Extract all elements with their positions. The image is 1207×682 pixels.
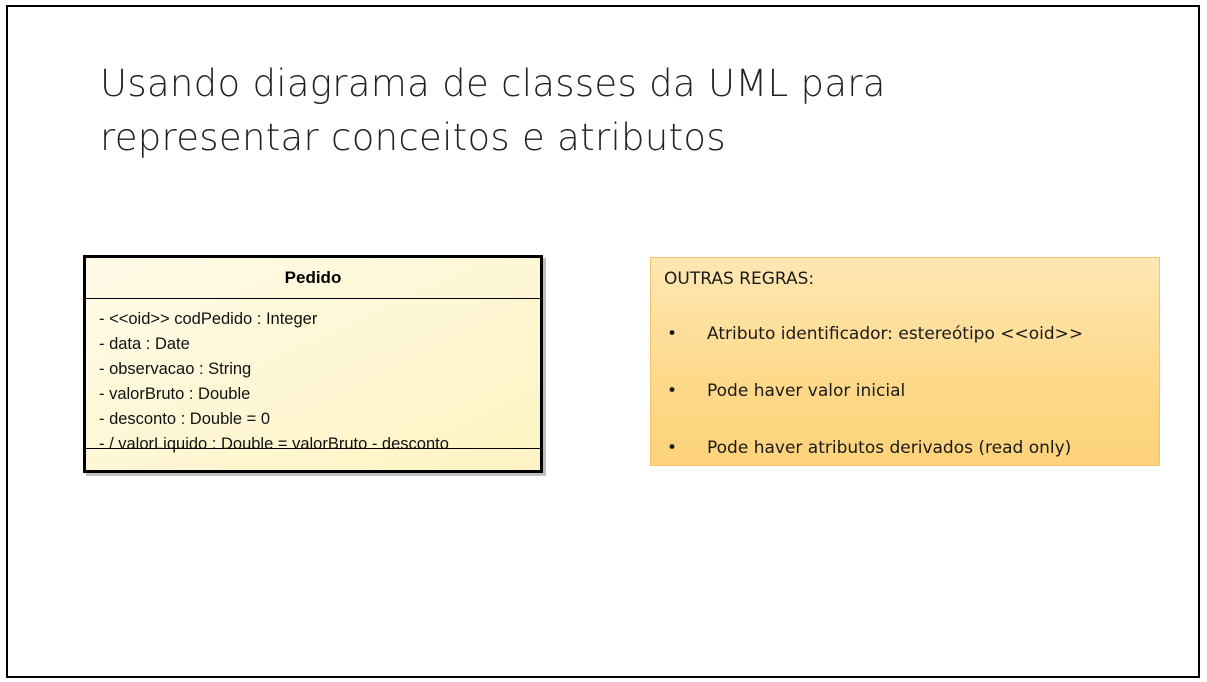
uml-attribute: - data : Date — [99, 335, 190, 353]
rule-text: Pode haver valor inicial — [707, 381, 906, 401]
slide — [6, 5, 1200, 678]
uml-attributes-compartment — [86, 299, 540, 453]
uml-class-box — [83, 255, 543, 473]
bullet-icon: • — [667, 324, 678, 344]
slide-title-line-1: Usando diagrama de classes da UML para — [100, 62, 886, 105]
uml-attribute: - observacao : String — [99, 360, 252, 378]
uml-class-name: Pedido — [86, 258, 540, 299]
uml-attribute: - / valorLiquido : Double = valorBruto - desconto — [99, 435, 449, 453]
bullet-icon: • — [667, 381, 678, 401]
rule-text: Atributo identificador: estereótipo <<oid>> — [707, 324, 1084, 344]
rules-box — [650, 257, 1160, 466]
slide-title — [100, 57, 1000, 165]
rule-text: Pode haver atributos derivados (read only) — [707, 438, 1072, 458]
uml-attribute: - <<oid>> codPedido : Integer — [99, 310, 318, 328]
uml-attribute: - desconto : Double = 0 — [99, 410, 271, 428]
rules-heading: OUTRAS REGRAS: — [664, 269, 815, 289]
uml-attribute: - valorBruto : Double — [99, 385, 251, 403]
bullet-icon: • — [667, 438, 678, 458]
slide-title-line-2: representar conceitos e atributos — [100, 116, 726, 159]
